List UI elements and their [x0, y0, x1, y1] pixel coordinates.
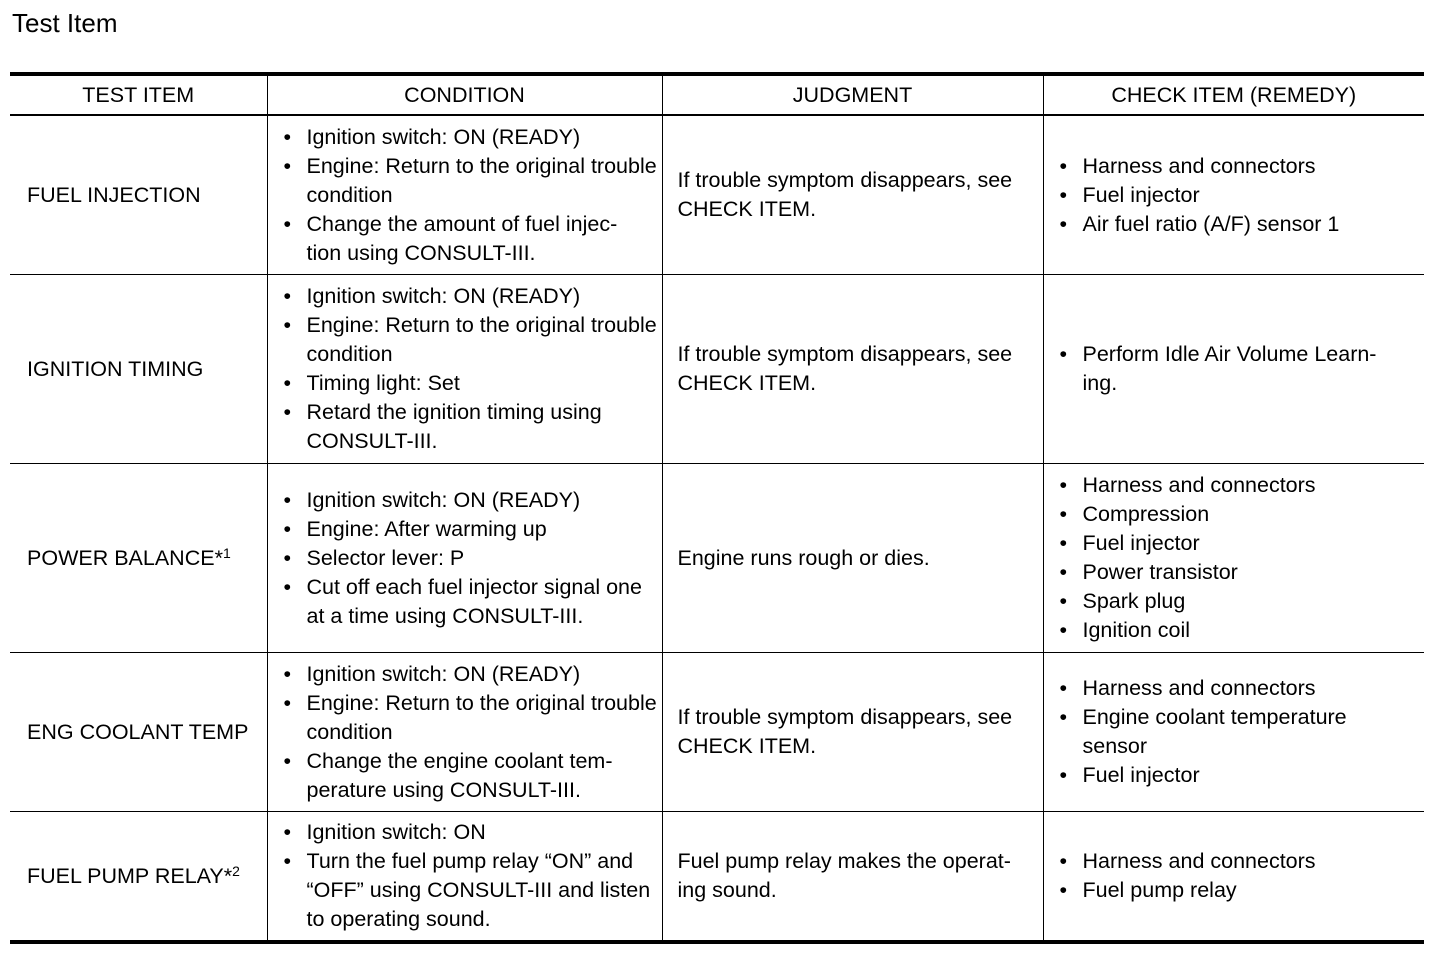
- check-item-cell: [1043, 653, 1424, 812]
- page-title: Test Item: [12, 8, 118, 38]
- check-item: • Compression: [1058, 500, 1417, 529]
- table-row: [10, 275, 1424, 464]
- table-row: [10, 464, 1424, 653]
- test-item-cell: [10, 464, 267, 653]
- condition-item: • Ignition switch: ON: [282, 818, 658, 847]
- condition-item: • Engine: After warming up: [282, 515, 658, 544]
- condition-list: [282, 818, 658, 934]
- check-item-cell: [1043, 812, 1424, 943]
- footnote-marker: 2: [232, 862, 240, 879]
- condition-item: • Selector lever: P: [282, 544, 658, 573]
- condition-item: • Engine: Return to the original trouble condition: [282, 311, 658, 369]
- check-item: • Harness and connectors: [1058, 471, 1417, 500]
- check-item-cell: [1043, 464, 1424, 653]
- condition-cell: [267, 812, 662, 943]
- condition-item: • Ignition switch: ON (READY): [282, 123, 658, 152]
- condition-list: [282, 486, 658, 631]
- header-condition: CONDITION: [267, 74, 662, 115]
- header-row: [10, 74, 1424, 115]
- test-item-table: [10, 72, 1424, 944]
- check-list: [1058, 471, 1417, 645]
- condition-item: • Ignition switch: ON (READY): [282, 282, 658, 311]
- condition-item: • Change the engine coolant tem- perature using CONSULT-III.: [282, 747, 658, 805]
- test-item-cell: [10, 275, 267, 464]
- condition-cell: [267, 653, 662, 812]
- header-test-item: TEST ITEM: [10, 74, 267, 115]
- test-item-cell: [10, 812, 267, 943]
- check-item-cell: [1043, 115, 1424, 275]
- check-item: • Harness and connectors: [1058, 674, 1417, 703]
- condition-cell: [267, 115, 662, 275]
- condition-item: • Retard the ignition timing using CONSULT-III.: [282, 398, 658, 456]
- header-judgment: JUDGMENT: [662, 74, 1043, 115]
- check-item: • Ignition coil: [1058, 616, 1417, 645]
- check-list: [1058, 152, 1417, 239]
- judgment-cell: Engine runs rough or dies.: [662, 464, 1043, 653]
- table-row: [10, 653, 1424, 812]
- check-item: • Harness and connectors: [1058, 152, 1417, 181]
- table-row: [10, 115, 1424, 275]
- condition-item: • Ignition switch: ON (READY): [282, 486, 658, 515]
- condition-item: • Engine: Return to the original trouble condition: [282, 152, 658, 210]
- check-item: • Perform Idle Air Volume Learn- ing.: [1058, 340, 1417, 398]
- check-item: • Fuel injector: [1058, 529, 1417, 558]
- check-item-cell: [1043, 275, 1424, 464]
- check-item: • Fuel injector: [1058, 761, 1417, 790]
- condition-item: • Cut off each fuel injector signal one at a time using CONSULT-III.: [282, 573, 658, 631]
- check-list: [1058, 674, 1417, 790]
- test-item-label: FUEL INJECTION: [27, 182, 201, 207]
- condition-list: [282, 282, 658, 456]
- check-item: • Harness and connectors: [1058, 847, 1417, 876]
- test-item-label: POWER BALANCE*: [27, 545, 223, 570]
- test-item-label: IGNITION TIMING: [27, 356, 204, 381]
- footnote-marker: 1: [222, 544, 231, 561]
- check-item: • Power transistor: [1058, 558, 1417, 587]
- condition-list: [282, 123, 658, 268]
- judgment-cell: If trouble symptom disappears, see CHECK ITEM.: [662, 275, 1043, 464]
- header-check-item: CHECK ITEM (REMEDY): [1043, 74, 1424, 115]
- check-item: • Spark plug: [1058, 587, 1417, 616]
- judgment-cell: If trouble symptom disappears, see CHECK ITEM.: [662, 653, 1043, 812]
- judgment-cell: Fuel pump relay makes the operat- ing sound.: [662, 812, 1043, 943]
- check-item: • Engine coolant temperature sensor: [1058, 703, 1417, 761]
- check-item: • Air fuel ratio (A/F) sensor 1: [1058, 210, 1417, 239]
- judgment-cell: If trouble symptom disappears, see CHECK ITEM.: [662, 115, 1043, 275]
- test-item-cell: [10, 115, 267, 275]
- condition-list: [282, 660, 658, 805]
- condition-cell: [267, 275, 662, 464]
- condition-item: • Ignition switch: ON (READY): [282, 660, 658, 689]
- check-list: [1058, 340, 1417, 398]
- condition-item: • Timing light: Set: [282, 369, 658, 398]
- condition-item: • Change the amount of fuel injec- tion using CONSULT-III.: [282, 210, 658, 268]
- test-item-cell: [10, 653, 267, 812]
- table-row: [10, 812, 1424, 943]
- test-item-label: FUEL PUMP RELAY*: [27, 863, 233, 888]
- condition-item: • Turn the fuel pump relay “ON” and “OFF” using CONSULT-III and listen to operating sound.: [282, 847, 658, 934]
- condition-cell: [267, 464, 662, 653]
- check-list: [1058, 847, 1417, 905]
- test-item-label: ENG COOLANT TEMP: [27, 719, 249, 744]
- check-item: • Fuel pump relay: [1058, 876, 1417, 905]
- check-item: • Fuel injector: [1058, 181, 1417, 210]
- condition-item: • Engine: Return to the original trouble condition: [282, 689, 658, 747]
